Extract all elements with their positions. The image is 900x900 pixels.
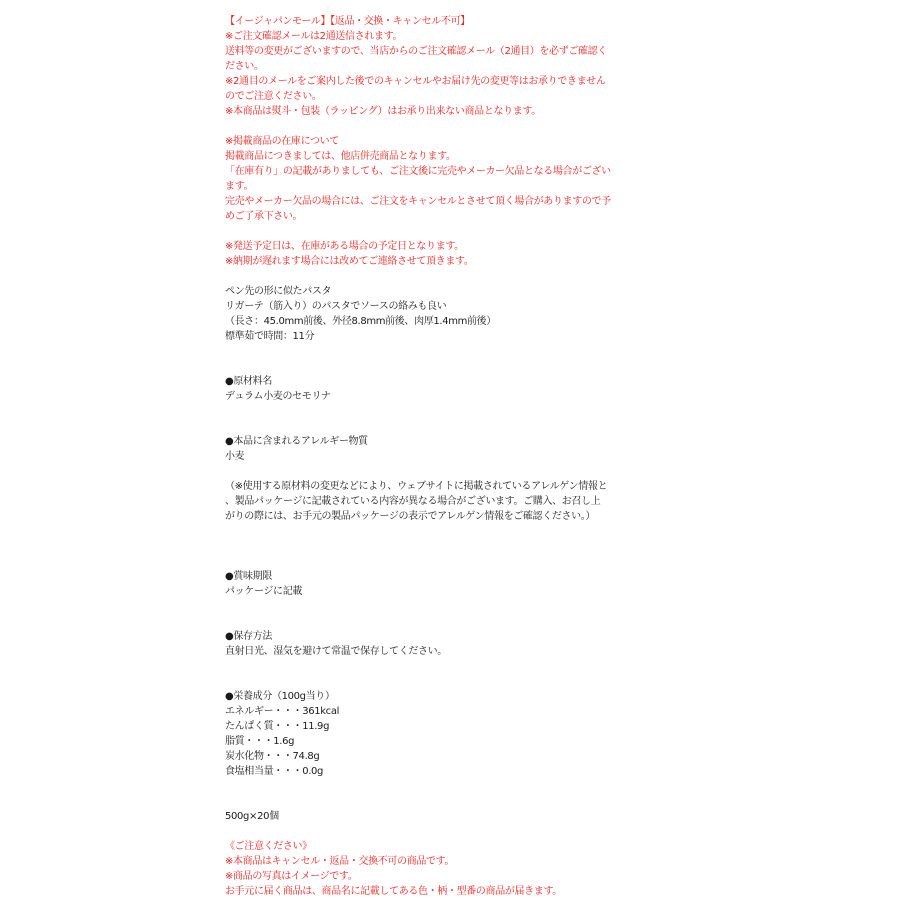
notice-line: ※2通目のメールをご案内した後でのキャンセルやお届け先の変更等はお承りできません — [225, 76, 606, 87]
storage-heading: ●保存方法 — [225, 631, 272, 642]
notice-line: ※本商品はキャンセル・返品・交換不可の商品です。 — [225, 856, 455, 867]
allergens-heading: ●本品に含まれるアレルギー物質 — [225, 436, 368, 447]
best-before-heading: ●賞味期限 — [225, 571, 272, 582]
allergens-note-line: （※使用する原材料の変更などにより、ウェブサイトに掲載されているアレルゲン情報と — [225, 481, 608, 492]
notice-line: ださい。 — [225, 61, 264, 72]
nutrition-row: 食塩相当量・・・0.0g — [225, 766, 324, 777]
notice-line: ※掲載商品の在庫について — [225, 136, 339, 147]
description-line: （長さ：45.0mm前後、外径8.8mm前後、肉厚1.4mm前後） — [225, 316, 496, 327]
bottom-notice — [225, 839, 655, 899]
nutrition-row: エネルギー・・・361kcal — [225, 706, 340, 717]
notice-line: ※商品の写真はイメージです。 — [225, 871, 358, 882]
notice-line: 「在庫有り」の記載がありましても、ご注文後に完売やメーカー欠品となる場合がござい — [225, 166, 611, 177]
allergens-note-line: がりの際には、お手元の製品パッケージの表示でアレルゲン情報をご確認ください。） — [225, 511, 596, 522]
storage-value: 直射日光、湿気を避けて常温で保存してください。 — [225, 646, 447, 657]
product-description — [225, 14, 655, 899]
description-line: ペン先の形に似たパスタ — [225, 286, 332, 297]
nutrition-section — [225, 689, 655, 779]
notice-line: 掲載商品につきましては、他店併売商品となります。 — [225, 151, 456, 162]
stock-notice — [225, 134, 655, 224]
shipping-notice — [225, 239, 655, 269]
notice-line: のでご注意ください。 — [225, 91, 322, 102]
ingredients-heading: ●原材料名 — [225, 376, 272, 387]
notice-line: ※本商品は熨斗・包装（ラッピング）はお承り出来ない商品となります。 — [225, 106, 541, 117]
nutrition-row: 脂質・・・1.6g — [225, 736, 295, 747]
product-summary — [225, 284, 655, 344]
notice-line: 完売やメーカー欠品の場合には、ご注文をキャンセルとさせて頂く場合がありますので予 — [225, 196, 611, 207]
notice-line: めご了承下さい。 — [225, 211, 303, 222]
nutrition-row: 炭水化物・・・74.8g — [225, 751, 320, 762]
notice-line: 【イージャパンモール】【返品・交換・キャンセル不可】 — [225, 16, 470, 27]
notice-line: ※納期が遅れます場合には改めてご連絡させて頂きます。 — [225, 256, 474, 267]
best-before-value: パッケージに記載 — [225, 586, 302, 597]
notice-line: 送料等の変更がございますので、当店からのご注文確認メール（2通目）を必ずご確認く — [225, 46, 607, 57]
notice-line: 《ご注意ください》 — [225, 841, 312, 852]
notice-line: ※発送予定日は、在庫がある場合の予定日となります。 — [225, 241, 464, 252]
description-line: リガーテ（筋入り）のパスタでソースの絡みも良い — [225, 301, 447, 312]
allergens-section — [225, 434, 655, 524]
notice-line: お手元に届く商品は、商品名に記載してある色・柄・型番の商品が届きます。 — [225, 886, 562, 897]
description-line: 標準茹で時間：11分 — [225, 331, 315, 342]
allergens-value: 小麦 — [225, 451, 245, 462]
notice-line: ※ご注文確認メールは2通送信されます。 — [225, 31, 403, 42]
best-before-section — [225, 569, 655, 599]
storage-section — [225, 629, 655, 659]
nutrition-heading: ●栄養成分（100g当り） — [225, 691, 335, 702]
top-notice — [225, 14, 655, 119]
allergens-note-line: 、製品パッケージに記載されている内容が異なる場合がございます。ご購入、お召し上 — [225, 496, 601, 507]
package-size: 500g×20個 — [225, 811, 279, 822]
ingredients-value: デュラム小麦のセモリナ — [225, 391, 331, 402]
package-section — [225, 809, 655, 824]
nutrition-row: たんぱく質・・・11.9g — [225, 721, 330, 732]
ingredients-section — [225, 374, 655, 404]
notice-line: ます。 — [225, 181, 254, 192]
